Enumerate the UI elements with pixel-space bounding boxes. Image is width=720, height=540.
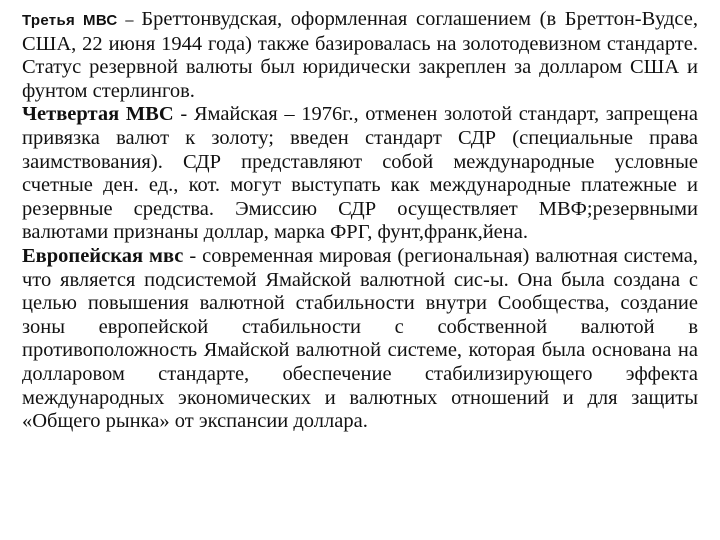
- document-body: [22, 8, 698, 434]
- paragraph-text: Ямайская – 1976г., отменен золотой стандарт, запрещена привязка валют к золоту; введен стандарт СДР (специальные права заимствования). СДР представляют собой международные условные счетные ден. ед., кот. могут выступать как международные платежные и резервные средства. Эмиссию СДР осуществляет МВФ;резервными валютами признаны доллар, марка ФРГ, фунт,франк,йена.: [22, 103, 698, 244]
- paragraph-fourth-mvs: [22, 103, 698, 245]
- paragraph-text: Бреттонвудская, оформленная соглашением (в Бреттон-Вудсе, США, 22 июня 1944 года) также базировалась на золотодевизном стандарте. Статус резервной валюты был юридически закреплен за долларом США и фунтом стерлингов.: [22, 8, 698, 102]
- term-separator: –: [117, 12, 142, 29]
- term-european-mvs: Европейская мвс: [22, 244, 184, 267]
- term-third-mvs: Третья МВС: [22, 12, 118, 29]
- term-separator: -: [173, 103, 194, 126]
- term-fourth-mvs: Четвертая МВС: [22, 103, 174, 126]
- paragraph-third-mvs: [22, 8, 698, 103]
- term-separator: -: [183, 244, 203, 267]
- paragraph-text: современная мировая (региональная) валютная система, что является подсистемой Ямайской валютной сис-ы. Она была создана с целью повышения валютной стабильности внутри Сообщества, создание зоны европейской стабильности с собственной валютой в противоположность Ямайской валютной системе, которая была основана на долларовом стандарте, обеспечение стабилизирующего эффекта международных экономических и валютных отношений и для защиты «Общего рынка» от экспансии доллара.: [22, 244, 698, 433]
- paragraph-european-mvs: [22, 245, 698, 434]
